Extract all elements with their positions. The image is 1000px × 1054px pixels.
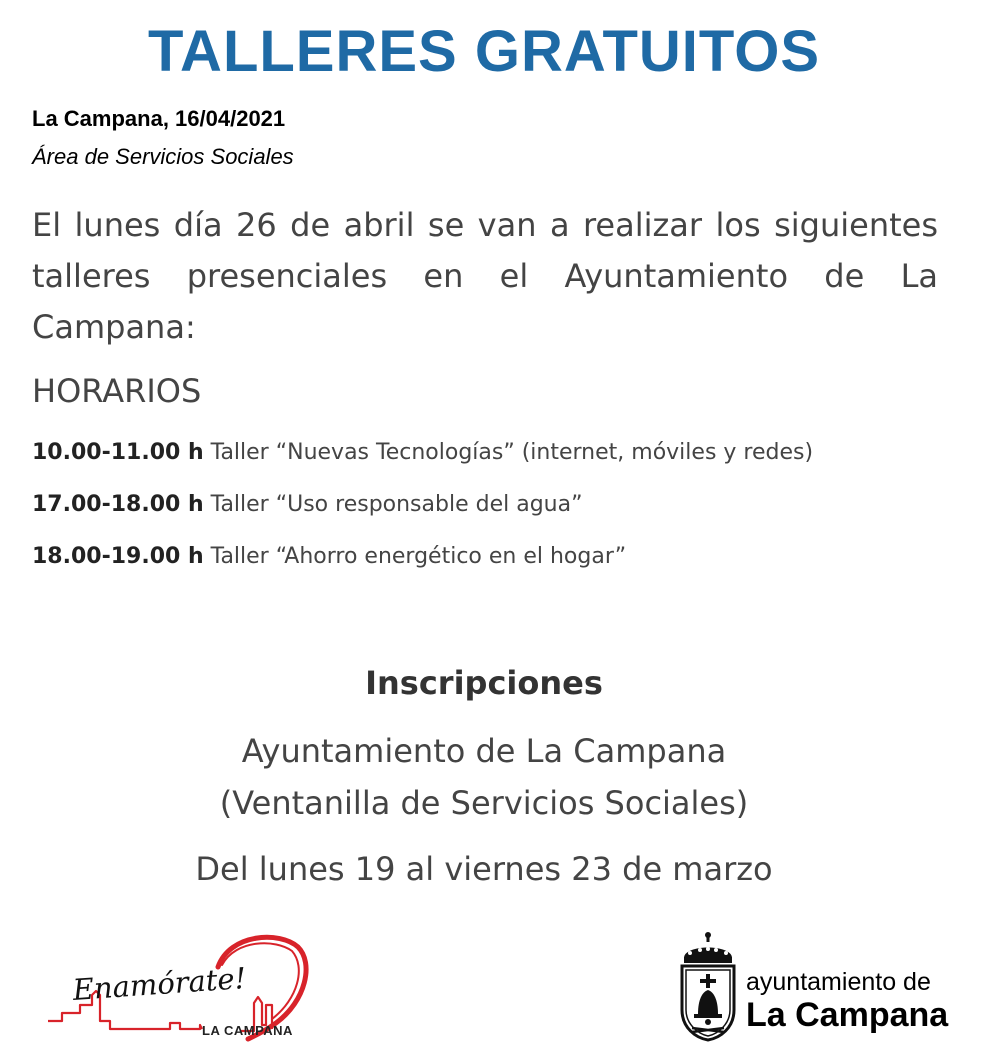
schedule-description: Taller “Ahorro energético en el hogar” [210, 544, 627, 569]
logo-line1: ayuntamiento de [746, 968, 931, 996]
ayuntamiento-logo [676, 930, 976, 1050]
schedule-row [32, 492, 582, 517]
schedule-time: 18.00-19.00 h [32, 544, 204, 569]
schedule-time: 17.00-18.00 h [32, 492, 204, 517]
page-title: TALLERES GRATUITOS [147, 19, 821, 84]
schedule-description: Taller “Nuevas Tecnologías” (internet, móviles y redes) [210, 440, 814, 465]
logo-caption: LA CAMPANA [202, 1023, 293, 1038]
enamorate-logo [40, 925, 330, 1045]
dateline: La Campana, 16/04/2021 [32, 106, 286, 131]
inscripciones-office: (Ventanilla de Servicios Sociales) [219, 784, 749, 822]
logo-line2: La Campana [746, 996, 949, 1034]
crest-bell-icon [676, 930, 740, 1042]
schedule-row [32, 440, 813, 465]
schedule-description: Taller “Uso responsable del agua” [210, 492, 583, 517]
schedule-time: 10.00-11.00 h [32, 440, 204, 465]
inscripciones-dates: Del lunes 19 al viernes 23 de marzo [195, 850, 773, 888]
intro-paragraph: El lunes día 26 de abril se van a realizar los siguientes talleres presenciales en el Ayuntamiento de La Campana: [32, 206, 938, 346]
inscripciones-title: Inscripciones [365, 664, 603, 702]
schedule-row [32, 544, 626, 569]
schedule-heading: HORARIOS [32, 372, 202, 410]
inscripciones-place: Ayuntamiento de La Campana [241, 732, 727, 770]
logo-slogan: Enamórate! [71, 960, 248, 1007]
department: Área de Servicios Sociales [32, 144, 294, 169]
